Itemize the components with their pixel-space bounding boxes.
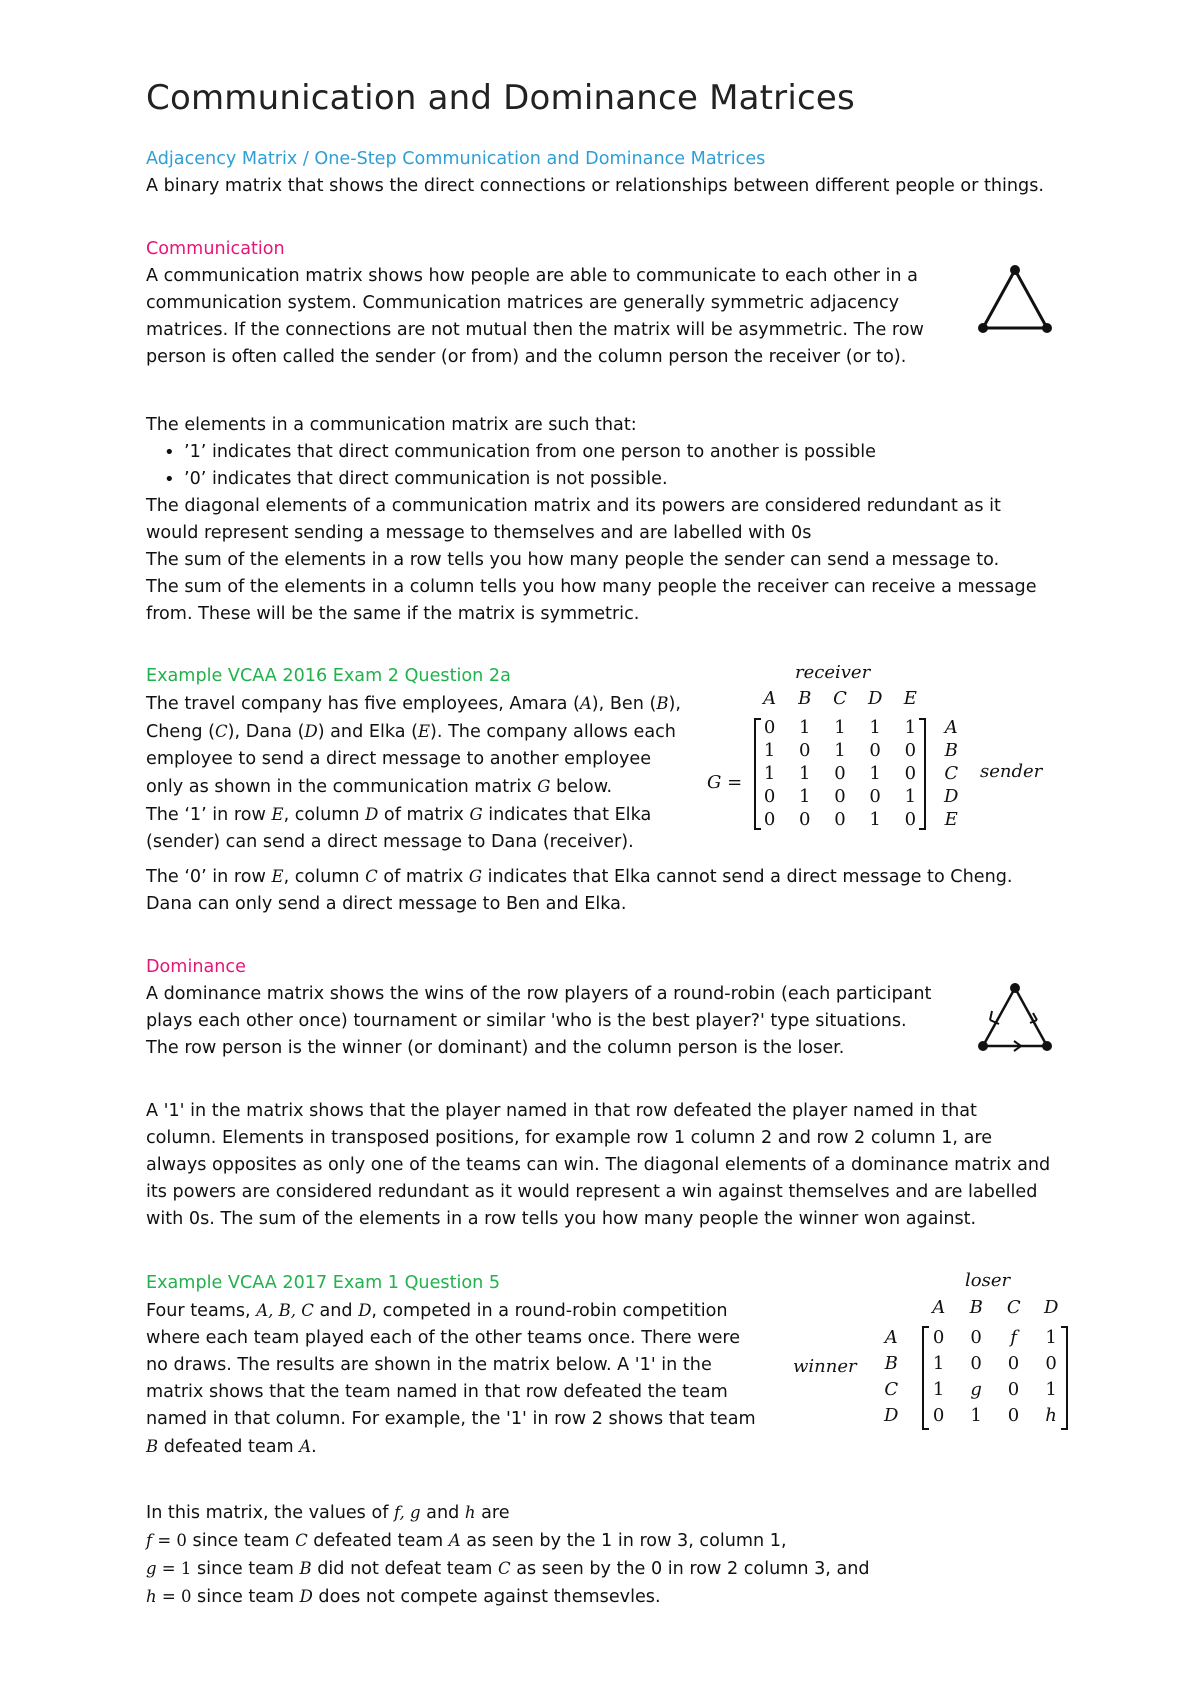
matrix-2-row-label: A bbox=[884, 1326, 898, 1348]
example1-line: Dana can only send a direct message to Ben and Elka. bbox=[146, 894, 627, 914]
matrix-2-row-labels bbox=[884, 1324, 908, 1428]
elements-list bbox=[146, 439, 1106, 493]
matrix-g-cell: 0 bbox=[869, 740, 881, 761]
dominance-heading: Dominance bbox=[146, 957, 246, 977]
answer-g: g = 1 since team B did not defeat team C as seen by the 0 in row 2 column 3, and bbox=[146, 1559, 870, 1579]
matrix-g-cell: 0 bbox=[869, 786, 881, 807]
example1-line: The ‘0’ in row E, column C of matrix G indicates that Elka cannot send a direct message to Cheng. bbox=[146, 867, 1013, 887]
matrix-2-col-label: B bbox=[969, 1297, 983, 1318]
answer-intro: In this matrix, the values of f, g and h are bbox=[146, 1503, 510, 1523]
example2-line: B defeated team A. bbox=[146, 1437, 317, 1457]
matrix-2-cell: g bbox=[970, 1378, 982, 1400]
matrix-g-row-title: sender bbox=[980, 761, 1043, 782]
matrix-2-cell: 0 bbox=[970, 1352, 982, 1374]
matrix-g-cell: 0 bbox=[904, 740, 917, 761]
matrix-2-row-label: C bbox=[884, 1378, 899, 1400]
matrix-g-col-label: C bbox=[833, 688, 847, 709]
matrix-2-cell: 0 bbox=[932, 1326, 945, 1348]
matrix-g-row-labels bbox=[944, 716, 968, 831]
matrix-g-cell: 0 bbox=[763, 786, 776, 807]
adjacency-text: A binary matrix that shows the direct connections or relationships between different people or things. bbox=[146, 176, 1044, 196]
matrix-2-cell: 1 bbox=[932, 1378, 945, 1400]
example1-followup bbox=[146, 863, 1106, 918]
matrix-2-cell: 1 bbox=[1045, 1378, 1057, 1400]
adjacency-heading: Adjacency Matrix / One-Step Communication and Dominance Matrices bbox=[146, 149, 766, 169]
matrix-2-row-label: D bbox=[884, 1404, 899, 1426]
matrix-2-cell: 1 bbox=[970, 1404, 982, 1426]
example1-line: The travel company has five employees, Amara (A), Ben (B), bbox=[146, 694, 681, 714]
matrix-2-col-label: A bbox=[932, 1297, 946, 1318]
example1-line: (sender) can send a direct message to Dana (receiver). bbox=[146, 832, 634, 852]
answer-h: h = 0 since team D does not compete against themsevles. bbox=[146, 1587, 661, 1607]
matrix-g-col-label: E bbox=[903, 688, 917, 709]
matrix-g-cell: 0 bbox=[834, 763, 846, 784]
matrix-2-cell: h bbox=[1045, 1404, 1057, 1426]
matrix-2-cell: 1 bbox=[932, 1352, 945, 1374]
dominance-para-line: with 0s. The sum of the elements in a row tells you how many people the winner won against. bbox=[146, 1209, 977, 1229]
matrix-g-cell: 0 bbox=[763, 717, 776, 738]
example2-line: no draws. The results are shown in the matrix below. A '1' in the bbox=[146, 1355, 712, 1375]
matrix-g-row-label: D bbox=[944, 786, 959, 807]
matrix-g-name: G = bbox=[707, 772, 743, 793]
example2-answer bbox=[146, 1499, 1106, 1611]
example2-text bbox=[146, 1270, 786, 1461]
matrix-g-row-label: B bbox=[944, 740, 958, 761]
dominance-para-line: always opposites as only one of the teams can win. The diagonal elements of a dominance matrix and bbox=[146, 1155, 1051, 1175]
example1-line: employee to send a direct message to another employee bbox=[146, 749, 652, 769]
communication-line: matrices. If the connections are not mutual then the matrix will be asymmetric. The row bbox=[146, 320, 924, 340]
matrix-g-cell: 1 bbox=[799, 717, 811, 738]
matrix-2-cell: 0 bbox=[970, 1326, 982, 1348]
matrix-g-row-label: A bbox=[944, 717, 958, 738]
example2-line: matrix shows that the team named in that row defeated the team bbox=[146, 1382, 728, 1402]
matrix-2-row-title: winner bbox=[793, 1356, 857, 1377]
matrix-2-col-label: D bbox=[1044, 1297, 1059, 1318]
example2-line: Four teams, A, B, C and D, competed in a round-robin competition bbox=[146, 1301, 728, 1321]
matrix-g-cell: 1 bbox=[799, 763, 811, 784]
directed-triangle-graph bbox=[975, 980, 1055, 1054]
matrix-g-cell: 1 bbox=[763, 763, 776, 784]
communication-heading: Communication bbox=[146, 239, 285, 259]
matrix-g-col-label: B bbox=[798, 688, 812, 709]
example1-line: only as shown in the communication matrix G below. bbox=[146, 777, 613, 797]
matrix-g-row-label: C bbox=[944, 763, 959, 784]
communication-section bbox=[146, 236, 1086, 371]
matrix-g-col-labels bbox=[752, 688, 928, 709]
dominance-line: A dominance matrix shows the wins of the row players of a round-robin (each participant bbox=[146, 984, 932, 1004]
matrix-2-row-label: B bbox=[884, 1352, 898, 1374]
example2-heading: Example VCAA 2017 Exam 1 Question 5 bbox=[146, 1273, 501, 1293]
matrix-g-col-label: D bbox=[867, 688, 883, 709]
matrix-g-cell: 0 bbox=[834, 809, 846, 830]
dominance-para2 bbox=[146, 1098, 1106, 1233]
matrix-g-cell: 1 bbox=[834, 740, 846, 761]
dominance-line: plays each other once) tournament or similar 'who is the best player?' type situations. bbox=[146, 1011, 907, 1031]
matrix-g-cell: 0 bbox=[799, 809, 811, 830]
matrix-2-cell: 0 bbox=[1007, 1378, 1020, 1400]
dominance-line: The row person is the winner (or dominant) and the column person is the loser. bbox=[146, 1038, 845, 1058]
elements-bullet: • ’0’ indicates that direct communication is not possible. bbox=[146, 466, 1106, 493]
matrix-g-col-title: receiver bbox=[795, 662, 871, 683]
matrix-g-cell: 1 bbox=[763, 740, 776, 761]
matrix-2-col-label: C bbox=[1006, 1297, 1021, 1318]
matrix-g-cell: 1 bbox=[869, 717, 881, 738]
matrix-g-cell: 0 bbox=[799, 740, 811, 761]
matrix-2-cell: 0 bbox=[1045, 1352, 1057, 1374]
communication-after-line: would represent sending a message to themselves and are labelled with 0s bbox=[146, 523, 812, 543]
communication-line: communication system. Communication matrices are generally symmetric adjacency bbox=[146, 293, 900, 313]
matrix-2-cell: 0 bbox=[932, 1404, 945, 1426]
matrix-g bbox=[752, 716, 928, 831]
matrix-2-col-title: loser bbox=[965, 1270, 1011, 1291]
matrix-g-cell: 0 bbox=[763, 809, 776, 830]
example2-line: where each team played each of the other teams once. There were bbox=[146, 1328, 741, 1348]
matrix-2-cell: 0 bbox=[1007, 1404, 1020, 1426]
dominance-section bbox=[146, 954, 1046, 1062]
matrix-2-cell: 1 bbox=[1045, 1326, 1057, 1348]
dominance-para-line: column. Elements in transposed positions, for example row 1 column 2 and row 2 column 1, are bbox=[146, 1128, 993, 1148]
matrix-g-cell: 1 bbox=[869, 809, 881, 830]
page-title: Communication and Dominance Matrices bbox=[146, 78, 855, 118]
matrix-2-col-labels bbox=[920, 1297, 1070, 1318]
example1-text bbox=[146, 663, 706, 856]
example1-line: The ‘1’ in row E, column D of matrix G indicates that Elka bbox=[146, 805, 652, 825]
communication-after-line: The diagonal elements of a communication matrix and its powers are considered redundant as it bbox=[146, 496, 1001, 516]
matrix-g-cell: 0 bbox=[904, 809, 917, 830]
communication-after-line: from. These will be the same if the matrix is symmetric. bbox=[146, 604, 640, 624]
example2-line: named in that column. For example, the '1' in row 2 shows that team bbox=[146, 1409, 756, 1429]
matrix-g-cell: 0 bbox=[904, 763, 917, 784]
matrix-g-cell: 1 bbox=[834, 717, 846, 738]
matrix-2 bbox=[920, 1324, 1070, 1428]
matrix-2-cell: 0 bbox=[1007, 1352, 1020, 1374]
communication-line: person is often called the sender (or from) and the column person the receiver (or to). bbox=[146, 347, 907, 367]
matrix-g-cell: 1 bbox=[904, 786, 917, 807]
matrix-g-row-label: E bbox=[944, 809, 958, 830]
matrix-2-cell: f bbox=[1010, 1326, 1017, 1348]
communication-after-line: The sum of the elements in a row tells you how many people the sender can send a message to. bbox=[146, 550, 1000, 570]
elements-intro: The elements in a communication matrix are such that: bbox=[146, 415, 637, 435]
dominance-para-line: its powers are considered redundant as it would represent a win against themselves and are labelled bbox=[146, 1182, 1038, 1202]
matrix-g-cell: 1 bbox=[904, 717, 917, 738]
adjacency-section bbox=[146, 146, 1106, 200]
undirected-triangle-graph bbox=[975, 262, 1055, 336]
matrix-g-col-label: A bbox=[763, 688, 777, 709]
communication-after-line: The sum of the elements in a column tells you how many people the receiver can receive a message bbox=[146, 577, 1037, 597]
communication-elements bbox=[146, 412, 1106, 628]
matrix-g-cell: 1 bbox=[869, 763, 881, 784]
matrix-g-cell: 1 bbox=[799, 786, 811, 807]
communication-line: A communication matrix shows how people are able to communicate to each other in a bbox=[146, 266, 918, 286]
elements-bullet: • ’1’ indicates that direct communication from one person to another is possible bbox=[146, 439, 1106, 466]
example1-heading: Example VCAA 2016 Exam 2 Question 2a bbox=[146, 666, 511, 686]
answer-f: f = 0 since team C defeated team A as seen by the 1 in row 3, column 1, bbox=[146, 1531, 787, 1551]
matrix-g-cell: 0 bbox=[834, 786, 846, 807]
dominance-para-line: A '1' in the matrix shows that the player named in that row defeated the player named in that bbox=[146, 1101, 977, 1121]
example1-line: Cheng (C), Dana (D) and Elka (E). The company allows each bbox=[146, 722, 676, 742]
